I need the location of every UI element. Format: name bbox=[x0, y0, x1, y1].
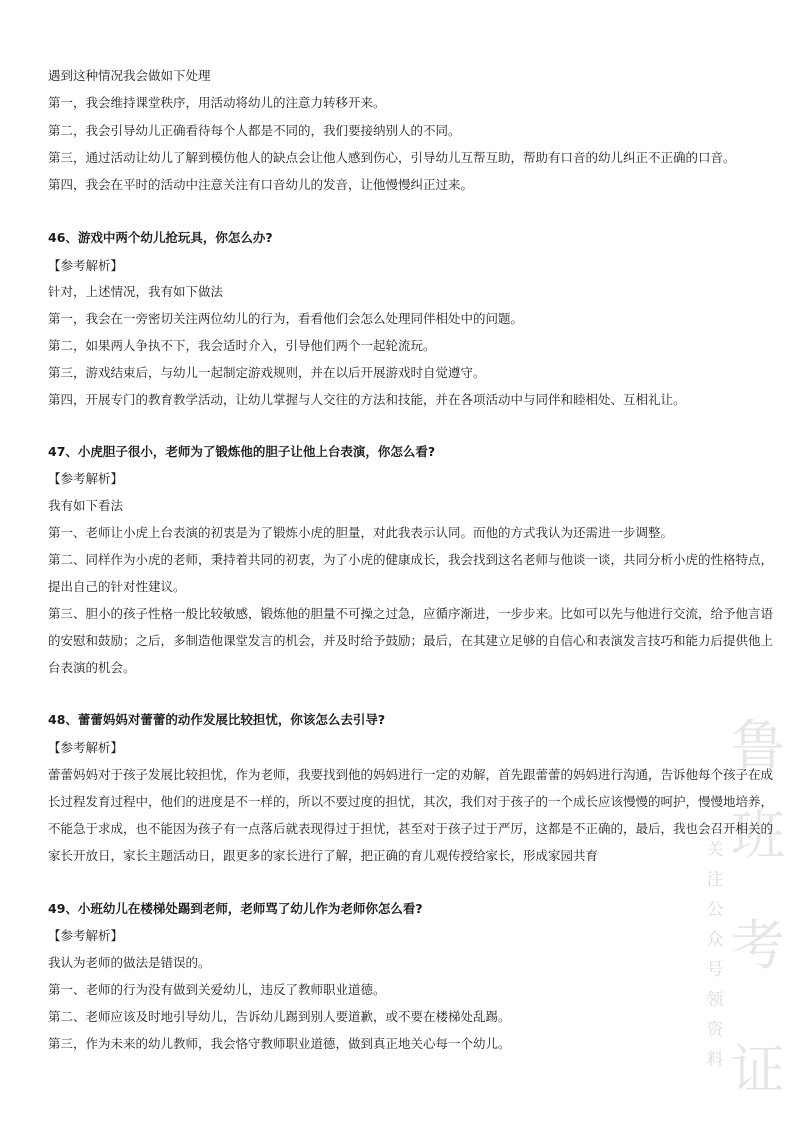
watermark-small-char: 关 bbox=[706, 840, 724, 860]
question-title: 49、小班幼儿在楼梯处踢到老师，老师骂了幼儿作为老师你怎么看? bbox=[48, 901, 423, 916]
paragraph-line: 我有如下看法 bbox=[48, 498, 124, 513]
paragraph-line: 第二、老师应该及时地引导幼儿，告诉幼儿踢到别人要道歉，或不要在楼梯处乱踢。 bbox=[48, 1009, 511, 1024]
watermark-char: 考 bbox=[731, 914, 785, 977]
paragraph-line: 针对，上述情况，我有如下做法 bbox=[48, 284, 224, 299]
paragraph-line: 第一，我会在一旁密切关注两位幼儿的行为，看看他们会怎么处理同伴相处中的问题。 bbox=[48, 311, 524, 326]
paragraph-line: 第四，我会在平时的活动中注意关注有口音幼儿的发音，让他慢慢纠正过来。 bbox=[48, 177, 474, 192]
analysis-tag: 【参考解析】 bbox=[48, 740, 124, 755]
paragraph-line: 不能急于求成，也不能因为孩子有一点落后就表现得过于担忧，甚至对于孩子过于严厉，这都是不正确的，最后，我也会召开相关的 bbox=[48, 821, 774, 836]
paragraph-line: 蕾蕾妈妈对于孩子发展比较担忧，作为老师，我要找到他的妈妈进行一定的劝解，首先跟蕾蕾的妈妈进行沟通，告诉他每个孩子在成 bbox=[48, 767, 774, 782]
watermark-small-char: 料 bbox=[706, 1050, 724, 1070]
paragraph-line: 第四，开展专门的教育教学活动，让幼儿掌握与人交往的方法和技能，并在各项活动中与同伴和睦相处、互相礼让。 bbox=[48, 392, 686, 407]
paragraph-line: 提出自己的针对性建议。 bbox=[48, 579, 186, 594]
analysis-tag: 【参考解析】 bbox=[48, 471, 124, 486]
watermark-small-char: 注 bbox=[706, 870, 724, 890]
paragraph-line: 第三、胆小的孩子性格一般比较敏感，锻炼他的胆量不可操之过急，应循序渐进，一步步来。比如可以先与他进行交流，给予他言语 bbox=[48, 606, 774, 621]
paragraph-line: 的安慰和鼓励；之后，多制造他课堂发言的机会，并及时给予鼓励；最后，在其建立足够的自信心和表演发言技巧和能力后提供他上 bbox=[48, 633, 774, 648]
paragraph-line: 家长开放日，家长主题活动日，跟更多的家长进行了解，把正确的育儿观传授给家长，形成家园共育 bbox=[48, 848, 599, 863]
analysis-tag: 【参考解析】 bbox=[48, 258, 124, 273]
paragraph-line: 第二，我会引导幼儿正确看待每个人都是不同的，我们要接纳别人的不同。 bbox=[48, 123, 461, 138]
watermark-char: 班 bbox=[731, 804, 785, 867]
paragraph-line: 第一、老师让小虎上台表演的初衷是为了锻炼小虎的胆量，对此我表示认同。而他的方式我认为还需进一步调整。 bbox=[48, 525, 674, 540]
paragraph-line: 第三，游戏结束后，与幼儿一起制定游戏规则，并在以后开展游戏时自觉遵守。 bbox=[48, 365, 486, 380]
paragraph-line: 第二、同样作为小虎的老师，秉持着共同的初衷，为了小虎的健康成长，我会找到这名老师与他谈一谈，共同分析小虎的性格特点， bbox=[48, 552, 774, 567]
watermark-small-char: 公 bbox=[706, 900, 724, 920]
paragraph-line: 第一，我会维持课堂秩序，用活动将幼儿的注意力转移开来。 bbox=[48, 95, 386, 110]
watermark-small-char: 资 bbox=[706, 1020, 724, 1040]
question-title: 48、蕾蕾妈妈对蕾蕾的动作发展比较担忧，你该怎么去引导? bbox=[48, 712, 386, 727]
watermark-small-char: 众 bbox=[706, 930, 724, 950]
watermark-small-char: 号 bbox=[706, 960, 724, 980]
watermark-char: 证 bbox=[731, 1038, 785, 1101]
paragraph-line: 第三，通过活动让幼儿了解到模仿他人的缺点会让他人感到伤心，引导幼儿互帮互助，帮助有口音的幼儿纠正不正确的口音。 bbox=[48, 150, 736, 165]
paragraph-line: 第三，作为未来的幼儿教师，我会恪守教师职业道德，做到真正地关心每一个幼儿。 bbox=[48, 1036, 511, 1051]
question-title: 46、游戏中两个幼儿抢玩具，你怎么办? bbox=[48, 230, 273, 245]
question-title: 47、小虎胆子很小，老师为了锻炼他的胆子让他上台表演，你怎么看? bbox=[48, 444, 436, 459]
analysis-tag: 【参考解析】 bbox=[48, 928, 124, 943]
paragraph-line: 我认为老师的做法是错误的。 bbox=[48, 955, 211, 970]
paragraph-line: 台表演的机会。 bbox=[48, 660, 136, 675]
paragraph-line: 遇到这种情况我会做如下处理 bbox=[48, 68, 211, 83]
watermark-char: 鲁 bbox=[731, 714, 785, 777]
paragraph-line: 长过程发育过程中，他们的进度是不一样的，所以不要过度的担忧，其次，我们对于孩子的一个成长应该慢慢的呵护，慢慢地培养， bbox=[48, 794, 774, 809]
paragraph-line: 第二，如果两人争执不下，我会适时介入，引导他们两个一起轮流玩。 bbox=[48, 338, 436, 353]
paragraph-line: 第一、老师的行为没有做到关爱幼儿，违反了教师职业道德。 bbox=[48, 982, 386, 997]
watermark-small-char: 领 bbox=[706, 990, 724, 1010]
